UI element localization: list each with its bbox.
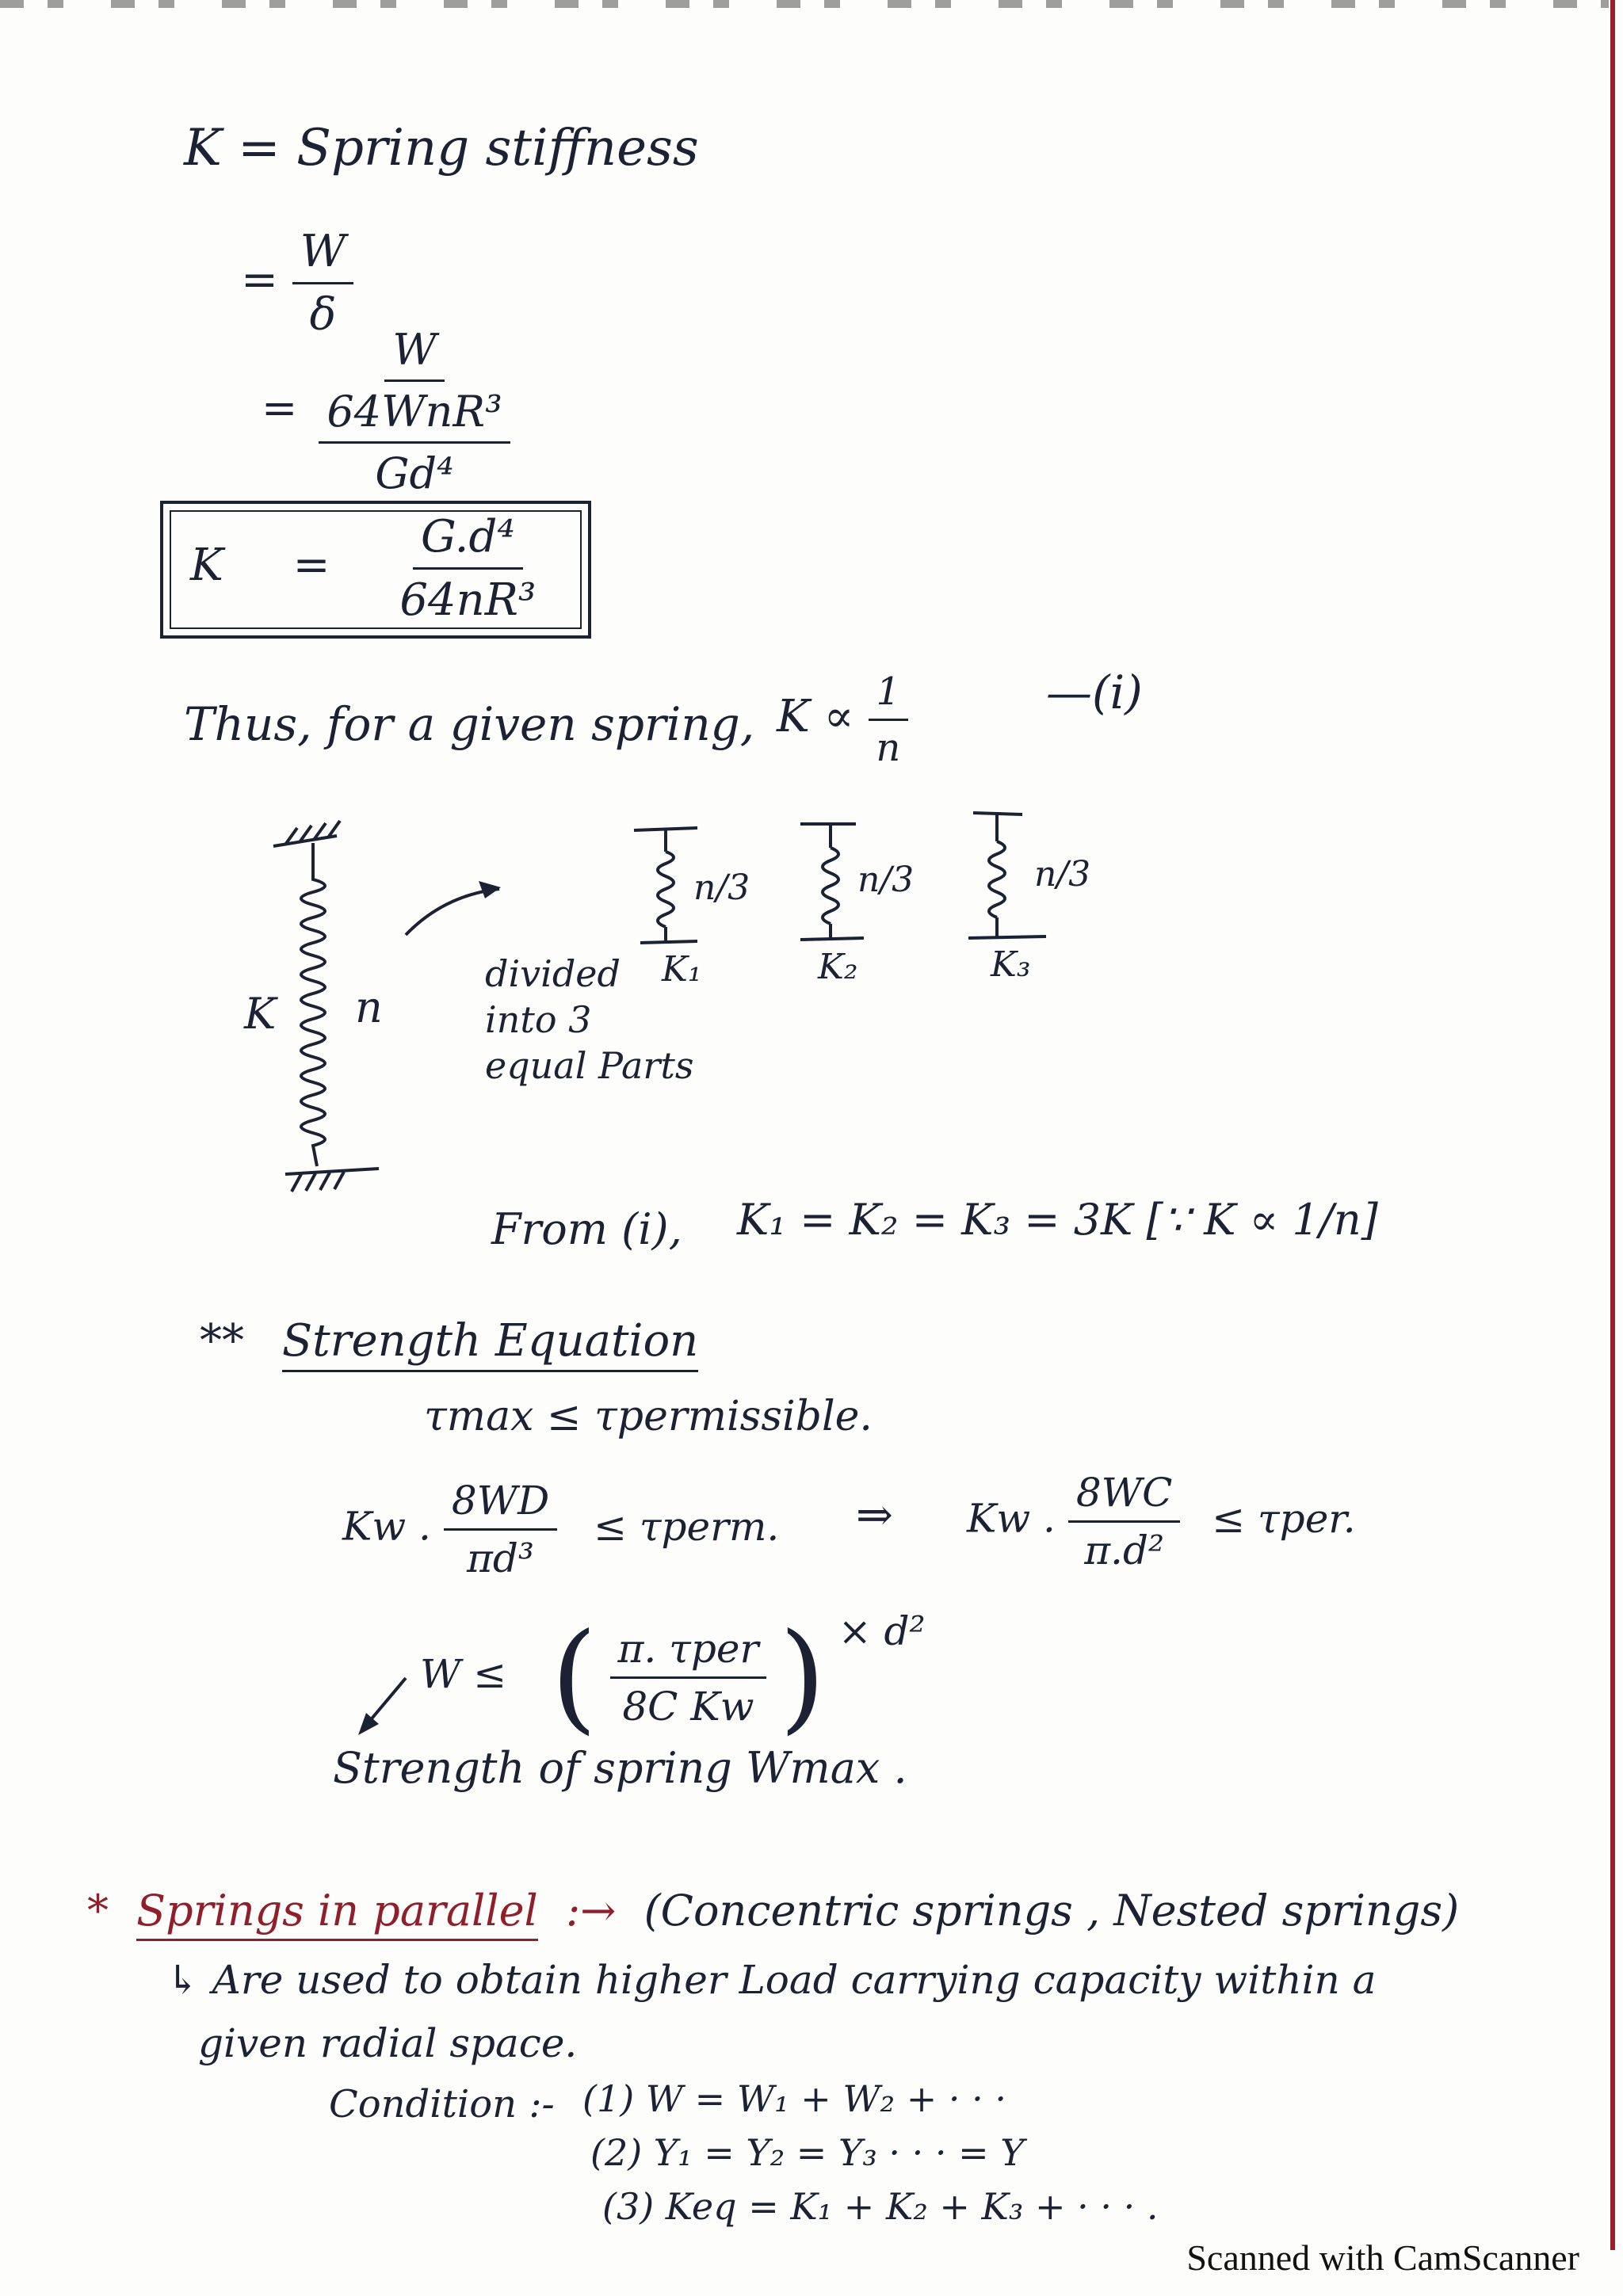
main-spring-turns-label: n <box>355 982 383 1032</box>
proportional-symbol: K ∝ <box>777 691 854 742</box>
strength-heading-text: Strength Equation <box>282 1315 698 1372</box>
parallel-heading-text: Springs in parallel <box>136 1886 538 1941</box>
condition-label: Condition :- <box>329 2082 555 2126</box>
w-rhs: × d² <box>838 1608 926 1654</box>
eq2-inner-numerator: 64WnR³ <box>319 387 510 444</box>
proportional-numerator: 1 <box>869 669 909 721</box>
parallel-arrow: :→ <box>565 1886 617 1936</box>
divided-note-line-2: into 3 <box>485 998 592 1041</box>
boxed-denominator: 64nR³ <box>399 574 537 626</box>
divided-note-line-3: equal Parts <box>485 1044 694 1087</box>
eq1-numerator: W <box>292 226 354 284</box>
thus-statement: Thus, for a given spring, <box>184 697 755 751</box>
boxed-numerator: G.d⁴ <box>413 511 523 570</box>
eq1-denominator: δ <box>309 289 337 341</box>
kw2-denominator: π.d² <box>1084 1527 1164 1573</box>
eq1-equals: = <box>241 254 292 306</box>
kw2-lhs: Kw . <box>967 1495 1056 1542</box>
eq2-numerator: W <box>384 325 445 382</box>
w-lhs: W ≤ <box>420 1651 507 1697</box>
small-spring-1-turns: n/3 <box>693 868 750 908</box>
parallel-description-1: ↳ Are used to obtain higher Load carrying capacity within a <box>166 1957 1377 2003</box>
small-spring-3-turns: n/3 <box>1034 854 1091 894</box>
kw2-numerator: 8WC <box>1068 1470 1180 1523</box>
small-spring-2-label: K₂ <box>818 947 858 987</box>
w-numerator: π. τper <box>610 1626 767 1679</box>
boxed-equals: = <box>292 540 330 591</box>
proportional-denominator: n <box>876 726 901 770</box>
eq2-equals: = <box>262 383 311 433</box>
parallel-heading <box>87 1886 1459 1936</box>
condition-2: (2) Y₁ = Y₂ = Y₃ · · · = Y <box>590 2131 1025 2174</box>
condition-3: (3) Keq = K₁ + K₂ + K₃ + · · · . <box>602 2185 1159 2228</box>
kw2-rhs: ≤ τper. <box>1212 1495 1356 1542</box>
kw-numerator: 8WD <box>444 1478 557 1531</box>
w-paren-open: ( <box>551 1608 598 1746</box>
parallel-aliases: (Concentric springs , Nested springs) <box>643 1886 1460 1936</box>
parallel-description-2: given radial space. <box>198 2020 578 2066</box>
from-i-result: K₁ = K₂ = K₃ = 3K [∵ K ∝ 1/n] <box>737 1195 1378 1245</box>
from-i-label: From (i), <box>491 1204 682 1254</box>
kw-denominator: πd³ <box>467 1535 534 1581</box>
boxed-lhs: K <box>190 540 223 591</box>
kw-rhs: ≤ τperm. <box>594 1503 780 1550</box>
small-spring-1-label: K₁ <box>662 949 702 990</box>
main-spring-stiffness-label: K <box>244 989 277 1039</box>
condition-1: (1) W = W₁ + W₂ + · · · <box>582 2077 1006 2120</box>
equation-label-i: —(i) <box>1046 666 1143 719</box>
strength-heading-marker: ** <box>200 1315 244 1367</box>
small-spring-2-turns: n/3 <box>857 860 915 900</box>
w-denominator: 8C Kw <box>622 1683 754 1730</box>
eq2-inner-denominator: Gd⁴ <box>375 448 454 498</box>
kw-lhs: Kw . <box>342 1503 431 1550</box>
w-paren-close: ) <box>779 1608 826 1746</box>
strength-note: Strength of spring Wmax . <box>333 1743 907 1793</box>
implies-arrow: ⇒ <box>856 1489 893 1541</box>
parallel-star: * <box>87 1886 109 1936</box>
scanner-caption: Scanned with CamScanner <box>1186 2237 1579 2278</box>
stiffness-definition: K = Spring stiffness <box>184 119 699 177</box>
strength-inequality: τmax ≤ τpermissible. <box>424 1393 873 1440</box>
divided-note-line-1: divided <box>485 952 621 995</box>
small-spring-3-label: K₃ <box>991 944 1031 985</box>
